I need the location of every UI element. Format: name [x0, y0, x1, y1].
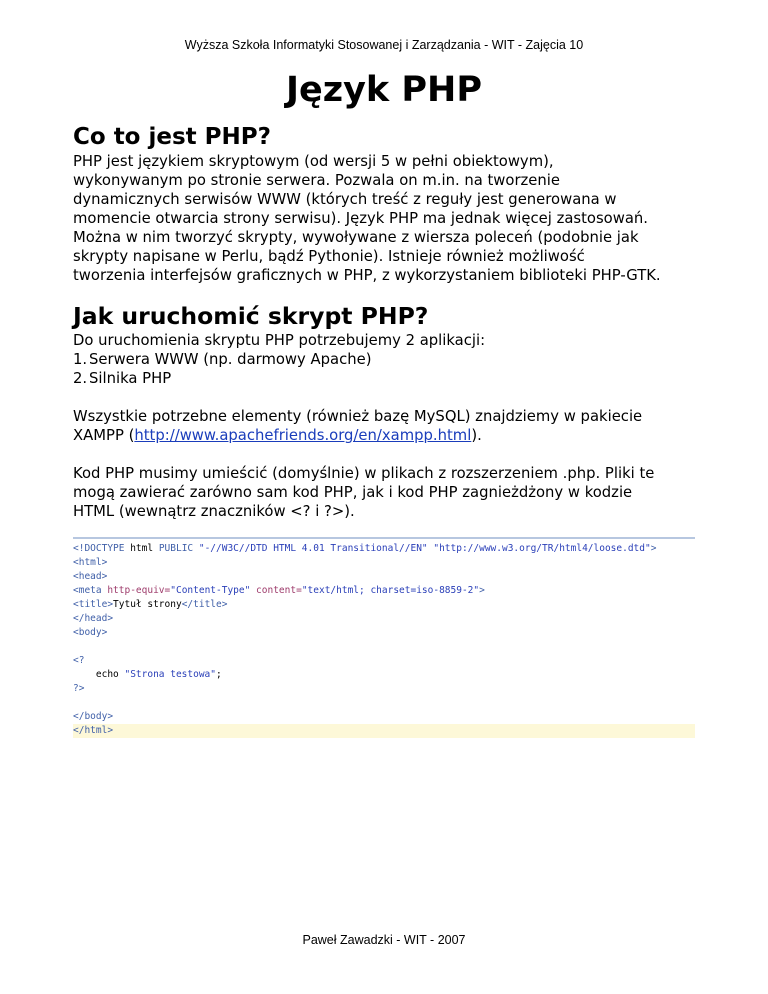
xampp-link[interactable]: http://www.apachefriends.org/en/xampp.html	[134, 427, 472, 444]
code-example	[73, 537, 695, 738]
code-token: "text/html; charset=iso-8859-2"	[301, 585, 480, 596]
code-token: <head>	[73, 571, 108, 582]
list-text: Silnika PHP	[89, 370, 172, 387]
paragraph-line: mogą zawierać zarówno sam kod PHP, jak i kod PHP zagnieżdżony w kodzie	[73, 484, 633, 501]
list-item	[73, 350, 703, 369]
code-token: ;	[216, 669, 222, 680]
code-line	[73, 626, 695, 640]
paragraph-line	[73, 426, 703, 445]
page-header: Wyższa Szkoła Informatyki Stosowanej i Zarządzania - WIT - Zajęcia 10	[184, 38, 584, 52]
code-token: </head>	[73, 613, 114, 624]
code-token: <body>	[73, 627, 108, 638]
requirements-intro: Do uruchomienia skryptu PHP potrzebujemy 2 aplikacji:	[73, 332, 486, 349]
code-line	[73, 584, 695, 598]
code-token: "Strona testowa"	[124, 669, 216, 680]
code-line	[73, 612, 695, 626]
code-token: echo	[73, 669, 125, 680]
code-token: content=	[250, 585, 302, 596]
code-line	[73, 682, 695, 696]
page-footer: Paweł Zawadzki - WIT - 2007	[302, 933, 466, 947]
paragraph-text: ).	[471, 427, 482, 444]
paragraph-line: Wszystkie potrzebne elementy (również bazę MySQL) znajdziemy w pakiecie	[73, 408, 643, 425]
code-token: </title>	[181, 599, 228, 610]
code-token: <html>	[73, 557, 108, 568]
code-token: ?>	[73, 683, 85, 694]
code-line	[73, 556, 695, 570]
list-number: 1.	[73, 351, 88, 368]
list-number: 2.	[73, 370, 88, 387]
section-heading-what-is-php: Co to jest PHP?	[73, 124, 271, 150]
code-token: <meta	[73, 585, 108, 596]
code-token: "Content-Type"	[170, 585, 251, 596]
code-line-empty	[73, 696, 695, 710]
code-token: Tytuł strony	[113, 599, 182, 610]
code-line	[73, 598, 695, 612]
code-token: PUBLIC	[153, 543, 199, 554]
code-token: <?	[73, 655, 85, 666]
paragraph-line: PHP jest językiem skryptowym (od wersji 5 w pełni obiektowym),	[73, 153, 554, 170]
code-line	[73, 570, 695, 584]
code-line	[73, 542, 695, 556]
php-files-paragraph	[73, 464, 703, 521]
paragraph-line: wykonywanym po stronie serwera. Pozwala on m.in. na tworzenie	[73, 172, 561, 189]
code-token: "http://www.w3.org/TR/html4/loose.dtd"	[427, 543, 651, 554]
code-token: html	[130, 543, 154, 554]
requirements-list	[73, 350, 703, 388]
code-token: >	[479, 585, 485, 596]
paragraph-line: Można w nim tworzyć skrypty, wywoływane z wiersza poleceń (podobnie jak	[73, 229, 639, 246]
code-token: <title>	[73, 599, 114, 610]
code-line	[73, 710, 695, 724]
code-token: >	[650, 543, 657, 554]
code-line	[73, 654, 695, 668]
xampp-paragraph	[73, 407, 703, 445]
code-line-empty	[73, 640, 695, 654]
document-title: Język PHP	[285, 70, 482, 110]
list-item	[73, 369, 703, 388]
code-line	[73, 668, 695, 682]
code-line-highlighted	[73, 724, 695, 738]
main-content	[73, 122, 703, 738]
code-token: "-//W3C//DTD HTML 4.01 Transitional//EN"	[198, 543, 428, 554]
paragraph-line: skrypty napisane w Perlu, bądź Pythonie). Istnieje również możliwość	[73, 248, 585, 265]
section-paragraph-what-is-php	[73, 152, 703, 285]
paragraph-line: Kod PHP musimy umieścić (domyślnie) w plikach z rozszerzeniem .php. Pliki te	[73, 465, 655, 482]
paragraph-line: dynamicznych serwisów WWW (których treść z reguły jest generowana w	[73, 191, 617, 208]
code-token: http-equiv=	[107, 585, 171, 596]
code-token: </html>	[73, 725, 114, 736]
list-text: Serwera WWW (np. darmowy Apache)	[89, 351, 372, 368]
paragraph-line: momencie otwarcia strony serwisu). Język PHP ma jednak więcej zastosowań.	[73, 210, 648, 227]
paragraph-line: HTML (wewnątrz znaczników <? i ?>).	[73, 503, 355, 520]
code-token: </body>	[73, 711, 114, 722]
code-token: <!DOCTYPE	[73, 543, 131, 554]
paragraph-line: tworzenia interfejsów graficznych w PHP, z wykorzystaniem biblioteki PHP-GTK.	[73, 267, 661, 284]
paragraph-text: XAMPP (	[73, 427, 135, 444]
section-heading-how-to-run: Jak uruchomić skrypt PHP?	[73, 302, 429, 330]
